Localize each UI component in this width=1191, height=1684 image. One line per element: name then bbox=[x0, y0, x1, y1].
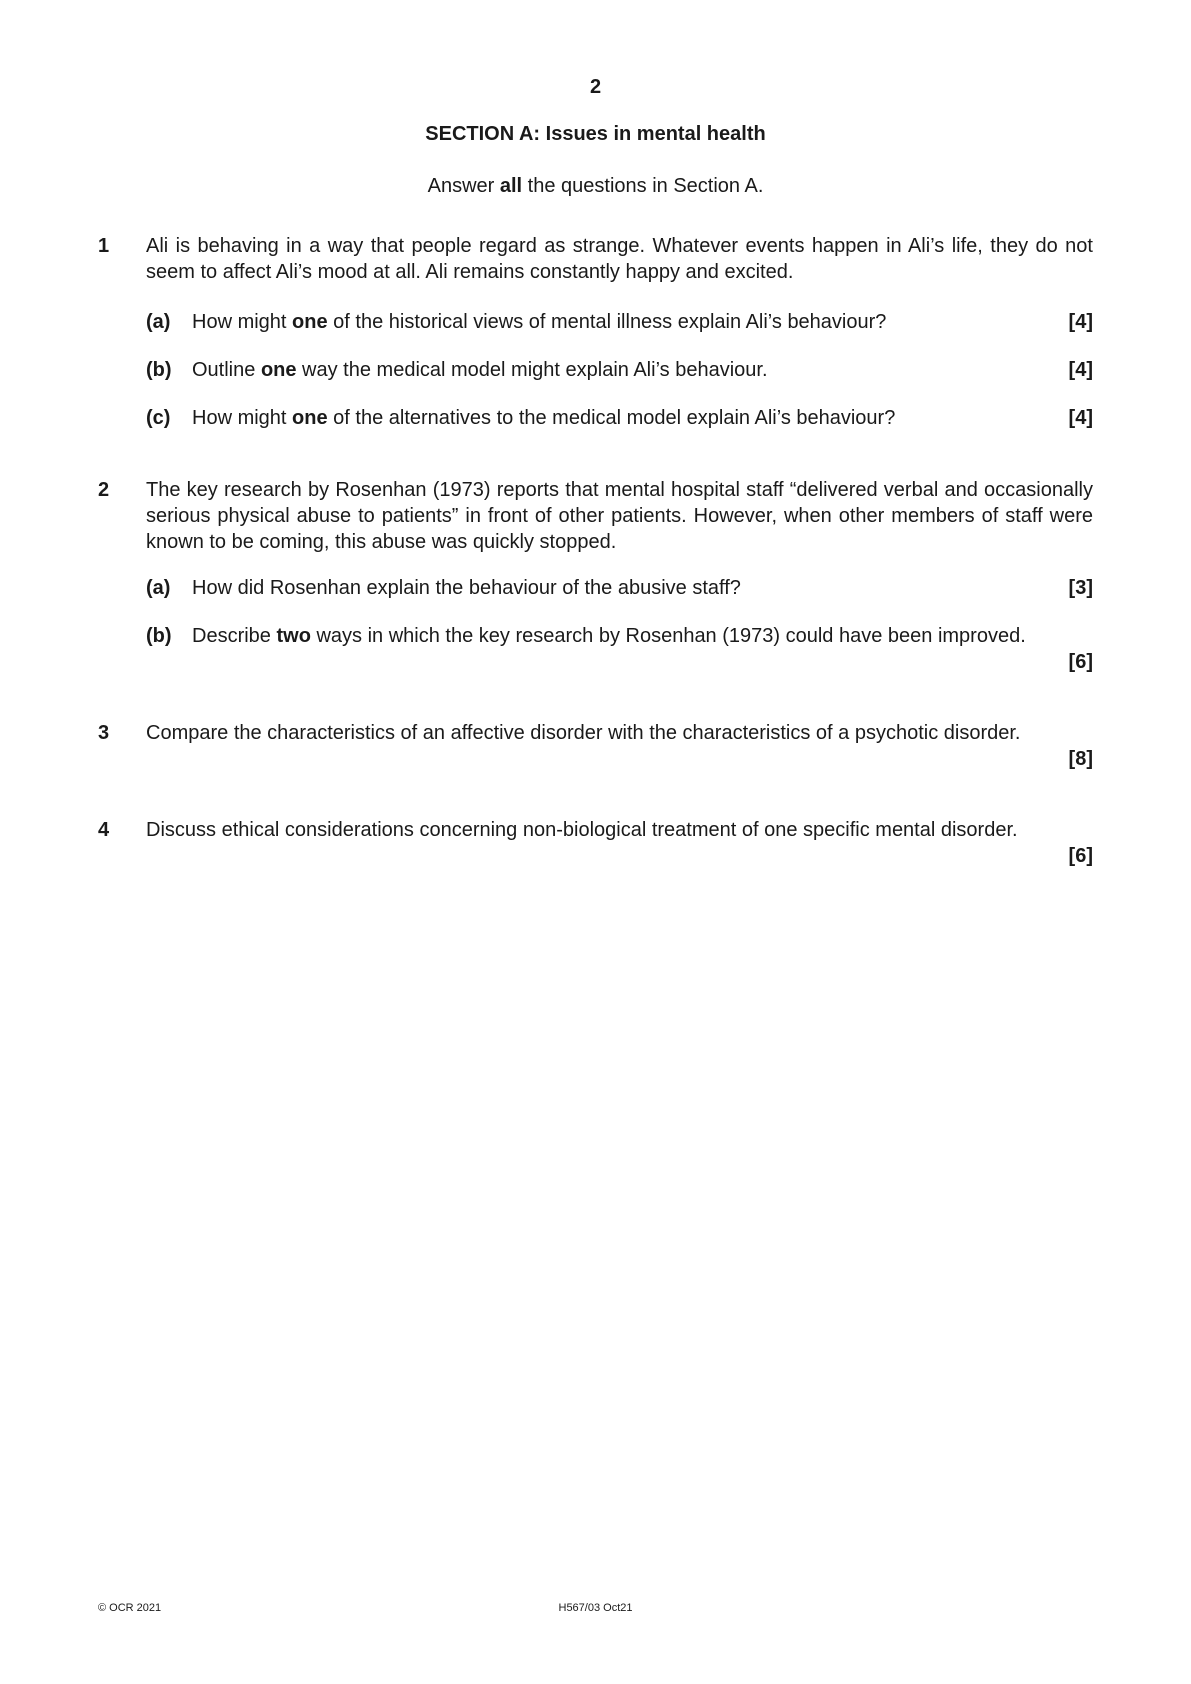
marks: [3] bbox=[1068, 577, 1093, 599]
question-1a bbox=[146, 309, 1093, 335]
marks: [6] bbox=[1068, 845, 1093, 867]
question-text: Ali is behaving in a way that people regard as strange. Whatever events happen in Ali’s life, they do not seem to affect Ali’s mood at all. Ali remains constantly happy and excited. bbox=[146, 235, 1093, 283]
marks: [6] bbox=[1068, 651, 1093, 673]
part-label: (b) bbox=[146, 625, 172, 647]
question-3 bbox=[98, 720, 1093, 772]
footer-paper-code: H567/03 Oct21 bbox=[558, 1602, 633, 1614]
question-2a bbox=[146, 575, 1093, 601]
part-text: Describe two ways in which the key research by Rosenhan (1973) could have been improved. bbox=[192, 625, 1026, 647]
question-number: 2 bbox=[98, 479, 110, 501]
question-1b bbox=[146, 357, 1093, 383]
part-label: (a) bbox=[146, 577, 171, 599]
question-4 bbox=[98, 817, 1093, 869]
question-1 bbox=[98, 233, 1093, 285]
question-number: 4 bbox=[98, 819, 110, 841]
question-number: 1 bbox=[98, 235, 110, 257]
section-title: SECTION A: Issues in mental health bbox=[425, 123, 766, 145]
question-text: The key research by Rosenhan (1973) reports that mental hospital staff “delivered verbal and occasionally serious physical abuse to patients” in front of other patients. However, when other members of staff were known to be coming, this abuse was quickly stopped. bbox=[146, 479, 1093, 553]
part-text: Outline one way the medical model might explain Ali’s behaviour. bbox=[192, 359, 768, 381]
part-text: How did Rosenhan explain the behaviour of the abusive staff? bbox=[192, 577, 741, 599]
question-text: Compare the characteristics of an affective disorder with the characteristics of a psychotic disorder. bbox=[146, 722, 1021, 744]
question-2b bbox=[146, 623, 1093, 675]
marks: [4] bbox=[1068, 359, 1093, 381]
marks: [4] bbox=[1068, 407, 1093, 429]
part-text: How might one of the historical views of mental illness explain Ali’s behaviour? bbox=[192, 311, 887, 333]
part-label: (b) bbox=[146, 359, 172, 381]
part-text: How might one of the alternatives to the medical model explain Ali’s behaviour? bbox=[192, 407, 896, 429]
question-number: 3 bbox=[98, 722, 110, 744]
question-1c bbox=[146, 405, 1093, 431]
question-text: Discuss ethical considerations concerning non-biological treatment of one specific mental disorder. bbox=[146, 819, 1018, 841]
part-label: (c) bbox=[146, 407, 171, 429]
page-number: 2 bbox=[589, 76, 602, 98]
section-instruction: Answer all the questions in Section A. bbox=[427, 175, 764, 197]
marks: [8] bbox=[1068, 748, 1093, 770]
marks: [4] bbox=[1068, 311, 1093, 333]
part-label: (a) bbox=[146, 311, 171, 333]
footer-copyright: © OCR 2021 bbox=[98, 1602, 162, 1614]
question-2 bbox=[98, 477, 1093, 555]
